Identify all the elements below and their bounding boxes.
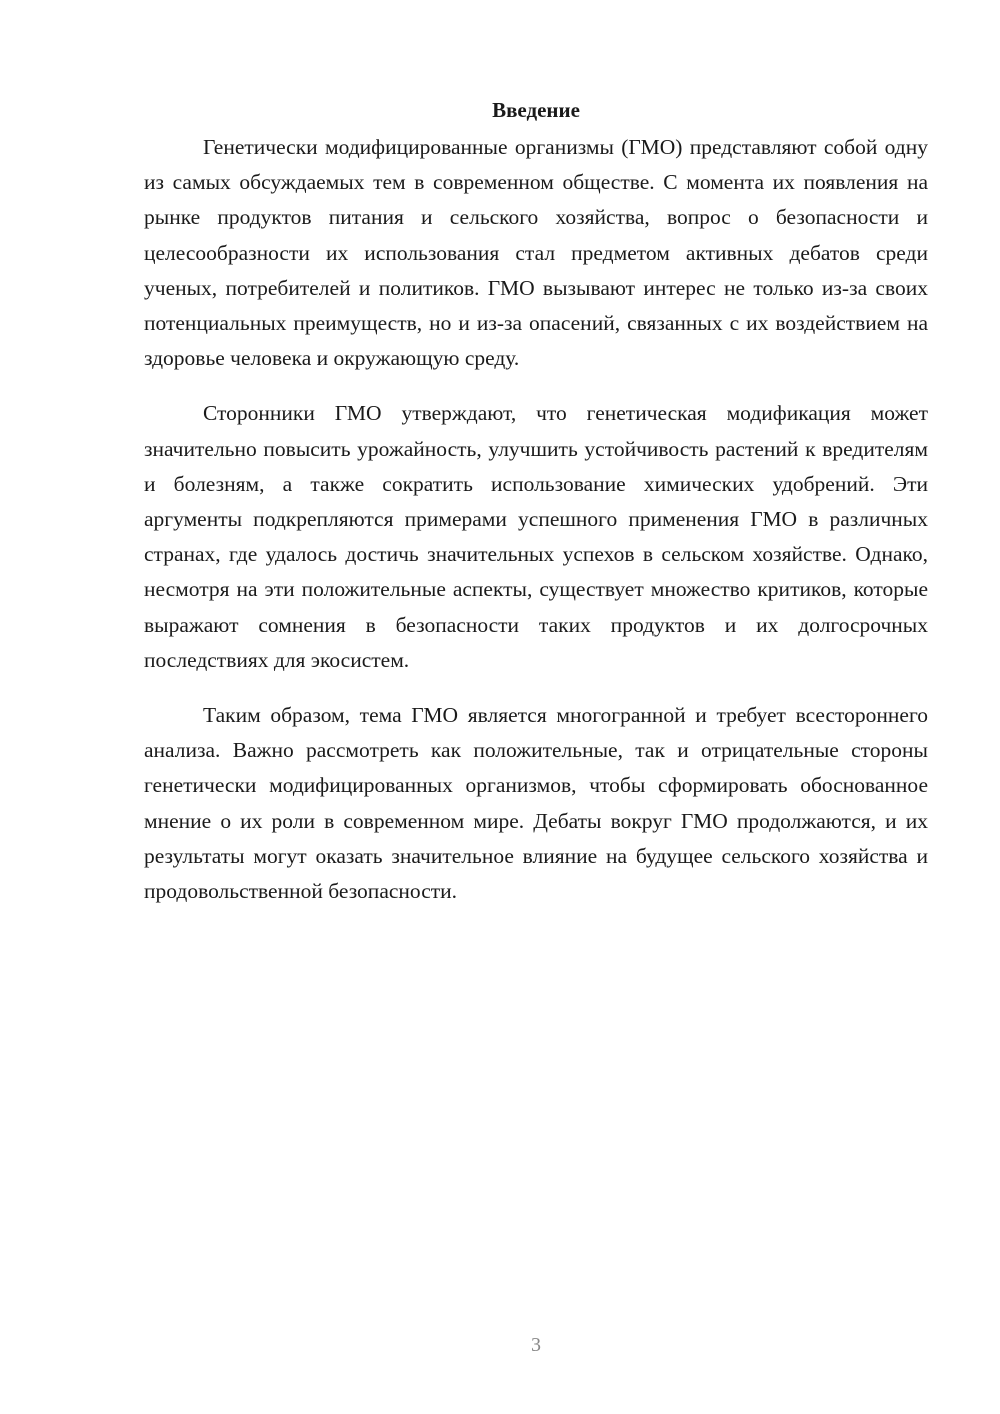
section-title: Введение: [492, 98, 580, 122]
page-number: 3: [531, 1334, 541, 1356]
paragraph-supporters: Сторонники ГМО утверждают, что генетическая модификация может значительно повысить урожайность, улучшить устойчивость растений к вредителям и болезням, а также сократить использование химических удобрений. Эти аргументы подкрепляются примерами успешного применения ГМО в различных странах, где удалось достичь значительных успехов в сельском хозяйстве. Однако, несмотря на эти положительные аспекты, существует множество критиков, которые выражают сомнения в безопасности таких продуктов и их долгосрочных последствиях для экосистем.: [144, 401, 928, 672]
paragraph-conclusion: Таким образом, тема ГМО является многогранной и требует всестороннего анализа. Важно рассмотреть как положительные, так и отрицательные стороны генетически модифицированных организмов, чтобы сформировать обоснованное мнение о их роли в современном мире. Дебаты вокруг ГМО продолжаются, и их результаты могут оказать значительное влияние на будущее сельского хозяйства и продовольственной безопасности.: [144, 703, 928, 904]
page-content: [144, 92, 928, 929]
paragraph-intro: Генетически модифицированные организмы (ГМО) представляют собой одну из самых обсуждаемых тем в современном обществе. С момента их появления на рынке продуктов питания и сельского хозяйства, вопрос о безопасности и целесообразности их использования стал предметом активных дебатов среди ученых, потребителей и политиков. ГМО вызывают интерес не только из-за своих потенциальных преимуществ, но и из-за опасений, связанных с их воздействием на здоровье человека и окружающую среду.: [144, 135, 928, 371]
